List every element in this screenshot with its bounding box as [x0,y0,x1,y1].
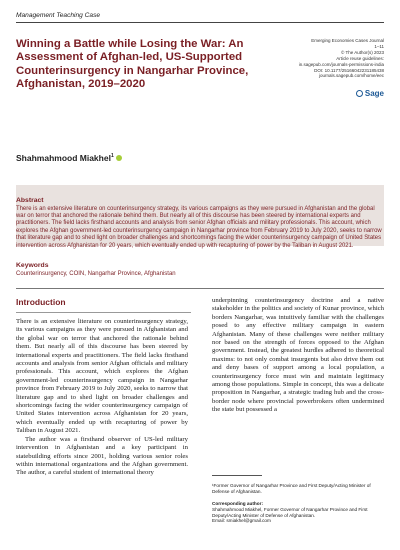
author-name: Shahmahmood Miakhel [16,153,111,163]
publisher-logo [356,89,384,98]
permissions-link[interactable]: in.sagepub.com/journals-permissions-india [298,61,384,67]
introduction-rule [16,312,191,313]
journal-home-link[interactable]: journals.sagepub.com/home/eec [318,73,384,79]
keywords-text: Counterinsurgency, COIN, Nangarhar Province, Afghanistan [16,271,176,277]
journal-info [274,38,384,79]
copyright: © The Author(s) 2023 [340,49,384,55]
author-email[interactable]: Email: smiakhel@gmail.com [212,518,271,524]
corresponding-heading: Corresponding author: [212,501,264,506]
abstract-text: There is an extensive literature on counterinsurgency strategy, its various campaigns as they were pursued in Afghanistan and the global war on terror that anchored the rationale behind them. But nearly all of this discourse has been steered by international experts and practitioners. The field lacks firsthand accounts and analysis from senior Afghan officials and military professionals. This account, which explores the Afghan government-led counterinsurgency campaign in Nangarhar province from February 2019 to July 2020, seeks to narrow that literature gap and to shed light on broader challenges and shortcomings facing the wider counterinsurgency campaign of United States intervention across Afghanistan for 20 years, which eventually ended up with recapturing of power by the Taliban in August 2021. [16,205,382,249]
corresponding-author [212,501,384,524]
sage-logo-icon [356,90,363,97]
intro-paragraph-1: There is an extensive literature on counterinsurgency strategy, its various campaigns as they were pursued in Afghanistan and the global war on terror that anchored the rationale behind them. But nearly all of this discourse has been steered by international experts and practitioners. The field lacks firsthand accounts and analysis from senior Afghan officials and military professionals. This account, which explores the Afghan government-led counterinsurgency campaign in Nangarhar province from February 2019 to July 2020, seeks to narrow that literature gap and to shed light on broader challenges and shortcomings facing the wider counterinsurgency campaign of United States intervention across Afghanistan for 20 years, which eventually ended up with recapturing of power by Taliban in August 2021. [16,318,188,435]
reuse-label: Article reuse guidelines: [336,55,384,61]
publisher-name: Sage [364,89,384,98]
footnote-1: ¹Former Governor of Nangarhar Province and First Deputy/Acting Minister of Defense of Afghanistan. [212,483,371,494]
corresponding-text: Shahmahmood Miakhel, Former Governor of Nangarhar Province and First Deputy/Acting Minister of Defense of Afghanistan. [212,506,368,518]
right-column [212,297,384,415]
intro-paragraph-continued: underpinning counterinsurgency doctrine and a native stakeholder in the politics and society of Kunar province, which borders Nangarhar, was intuitively familiar with the challenges posed to any effective military campaign in eastern Afghanistan. Many of these challenges were neither military nor based on the strength of forces opposed to the Afghan government. Instead, the greatest hurdles adhered to theoretical maxims: to not only combat insurgents but also drive them out and deny bases of support among a local population, a counterinsurgency force must win and maintain legitimacy among those populations. Simple in concept, this was a delicate proposition in Nangarhar, a strategic trading hub and the cross-border node where provincial powerbrokers often undermined the state but possessed a [212,297,384,414]
header-rule [16,22,384,23]
keywords-heading: Keywords [16,262,49,269]
left-column [16,318,188,478]
journal-name: Emerging Economies Cases Journal [311,38,384,43]
page-range: 1–11 [374,43,384,49]
article-title: Winning a Battle while Losing the War: An Assessment of Afghan-led, US-Supported Counterinsurgency in Nangarhar Province, Afghanistan, 2019–2020 [16,38,249,91]
introduction-heading: Introduction [16,297,66,307]
doi[interactable]: DOI: 10.1177/25166042231185438 [314,67,384,73]
author-footnote-mark: 1 [110,153,114,160]
section-divider [16,288,384,289]
intro-paragraph-2: The author was a firsthand observer of US-led military intervention in Afghanistan and a key participant in statebuilding efforts since 2001, holding various senior roles within international organizations and the Afghan government. The author, a careful student of international theory [16,435,188,477]
abstract-heading: Abstract [16,197,44,204]
author-line [16,153,122,163]
case-label: Management Teaching Case [16,12,101,19]
footnote-rule [212,475,262,476]
orcid-icon[interactable] [116,155,123,162]
